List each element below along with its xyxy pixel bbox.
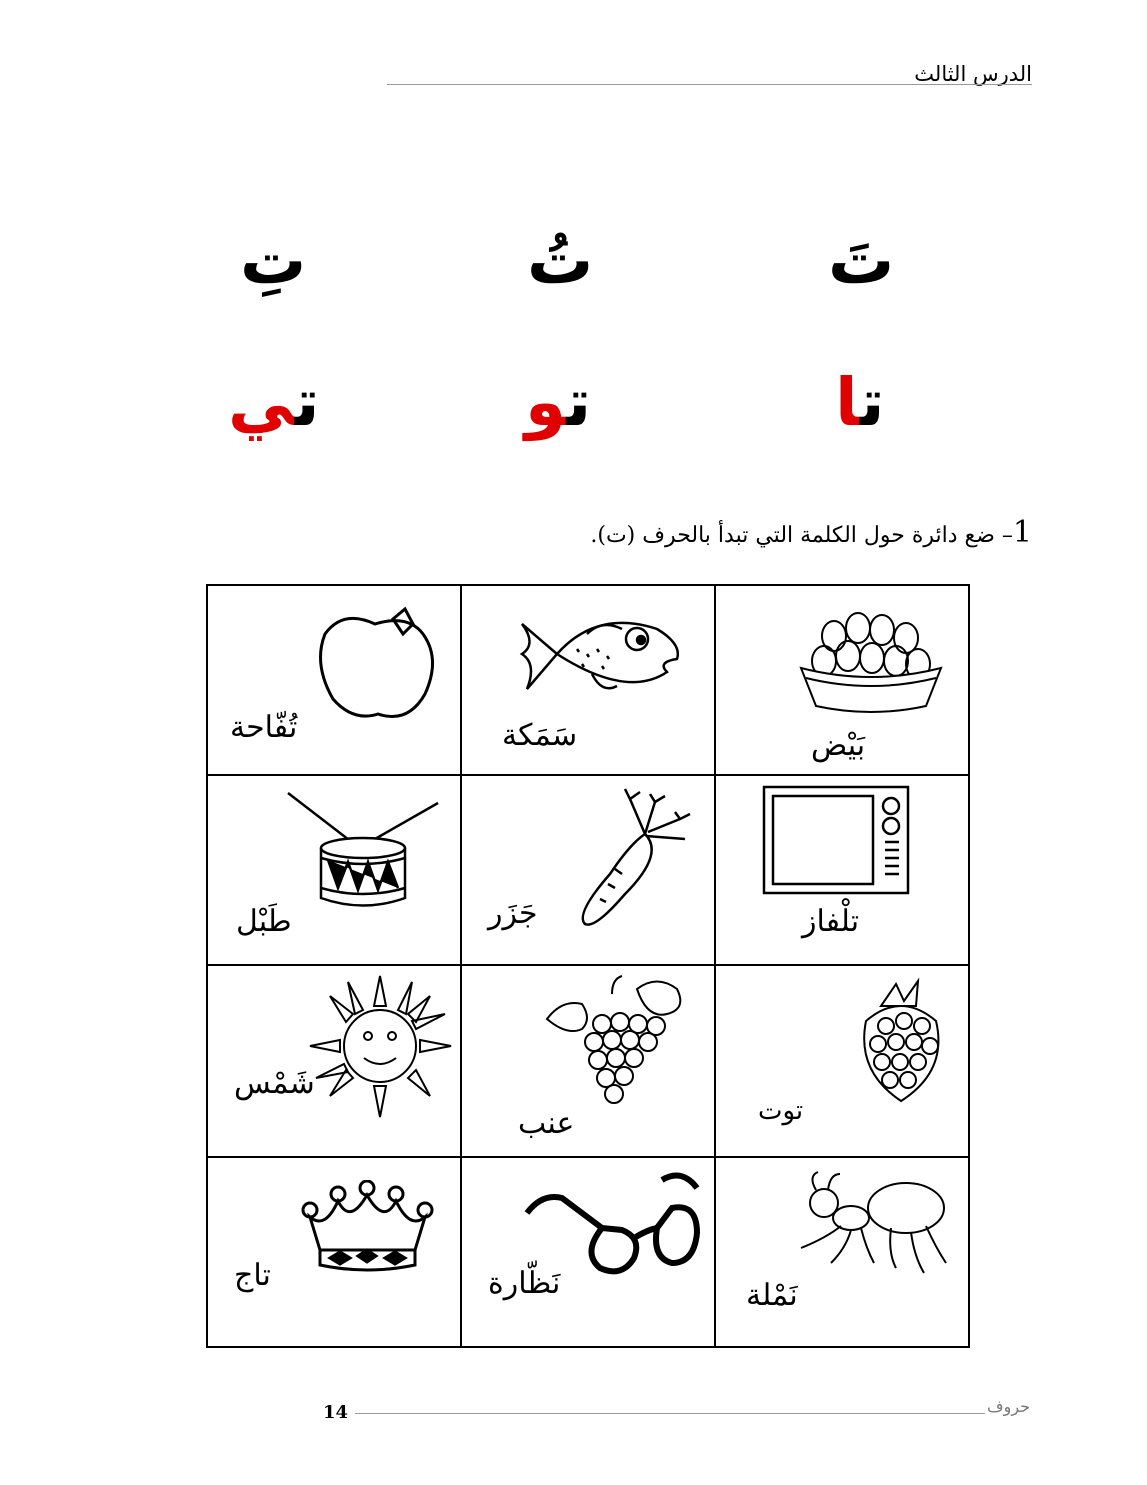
berry-icon — [856, 976, 946, 1106]
word-label: عنب — [518, 1106, 575, 1141]
apple-icon — [313, 604, 438, 724]
word-label: تلْفاز — [802, 904, 860, 939]
word-label: نَمْلة — [746, 1278, 798, 1313]
glasses-icon — [522, 1168, 702, 1278]
sun-icon — [308, 974, 453, 1119]
drum-icon — [283, 788, 443, 913]
grid-cell-apple[interactable] — [208, 586, 462, 776]
egg-basket-icon — [796, 606, 946, 716]
syllable-ending: ي — [228, 364, 295, 441]
word-label: توت — [758, 1096, 804, 1126]
ant-icon — [796, 1168, 956, 1278]
television-icon — [761, 784, 911, 896]
book-title: حروف — [987, 1397, 1031, 1416]
crown-icon — [300, 1180, 435, 1275]
exercise-text: – ضع دائرة حول الكلمة التي تبدأ بالحرف (ت). — [590, 523, 1013, 548]
grid-cell-drum[interactable] — [208, 776, 462, 966]
syllable-ending: ا — [835, 364, 860, 441]
grid-cell-carrot[interactable] — [462, 776, 716, 966]
grid-cell-glasses[interactable] — [462, 1158, 716, 1348]
fish-icon — [517, 604, 687, 704]
grid-cell-eggs[interactable] — [716, 586, 970, 776]
grid-cell-grapes[interactable] — [462, 966, 716, 1156]
word-label: تُفّاحة — [230, 710, 298, 745]
header-divider — [387, 84, 1032, 85]
lesson-title: الدرس الثالث — [914, 62, 1032, 86]
word-label: طَبْل — [236, 904, 292, 939]
grid-cell-tv[interactable] — [716, 776, 970, 966]
syllable-ending: و — [525, 364, 567, 441]
grapes-icon — [542, 974, 692, 1109]
syllable-base: ت — [566, 364, 592, 441]
word-label: نَظّارة — [488, 1266, 561, 1301]
word-label: بَيْض — [811, 728, 866, 763]
letter-ta-kasra: تِ — [240, 222, 307, 299]
word-label: سَمَكة — [502, 718, 578, 753]
grid-cell-ant[interactable] — [716, 1158, 970, 1348]
word-label: جَزَر — [488, 896, 538, 931]
syllable-ta-waw — [525, 364, 592, 441]
syllable-base: ت — [294, 364, 320, 441]
syllable-base: ت — [859, 364, 885, 441]
word-picture-grid — [206, 584, 970, 1348]
grid-cell-crown[interactable] — [208, 1158, 462, 1348]
syllable-ta-alif — [835, 364, 885, 441]
word-label: تاج — [234, 1258, 271, 1293]
carrot-icon — [570, 784, 700, 934]
footer-divider — [355, 1413, 985, 1414]
grid-cell-sun[interactable] — [208, 966, 462, 1156]
word-label: شَمْس — [234, 1066, 315, 1101]
syllable-ta-ya — [228, 364, 320, 441]
letter-ta-damma: تُ — [527, 222, 594, 299]
exercise-instruction — [590, 515, 1032, 550]
letter-ta-fatha: تَ — [828, 222, 895, 299]
page-number: 14 — [323, 1402, 349, 1423]
grid-cell-berry[interactable] — [716, 966, 970, 1156]
exercise-number: 1 — [1012, 515, 1032, 550]
grid-cell-fish[interactable] — [462, 586, 716, 776]
